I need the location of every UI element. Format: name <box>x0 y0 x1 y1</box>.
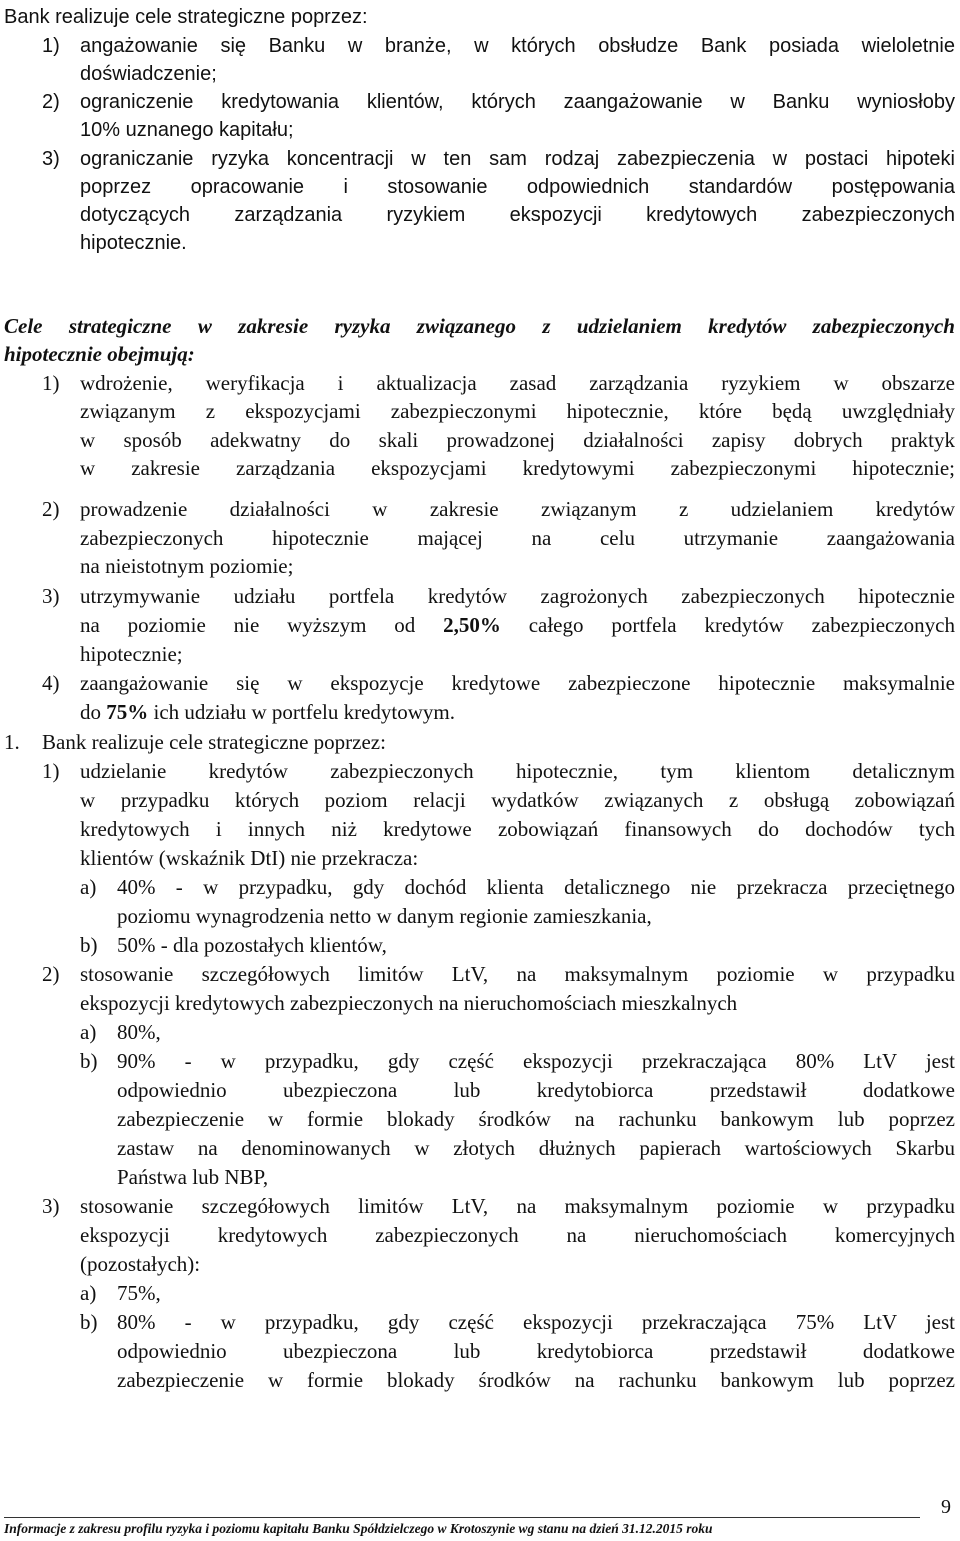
intro-item-3-line-2: poprzez opracowanie i stosowanie odpowiednich standardów postępowania <box>80 176 955 198</box>
section-1-item-2-sub-b-line-1: 90% - w przypadku, gdy część ekspozycji przekraczająca 80% LtV jest <box>117 1049 955 1073</box>
section-1-item-2-sub-b-num: b) <box>80 1049 98 1073</box>
goals-item-2-line-3: na nieistotnym poziomie; <box>80 554 294 578</box>
intro-item-1-line-1: angażowanie się Banku w branże, w których obsłudze Bank posiada wieloletnie <box>80 35 955 57</box>
section-1-item-3-sub-b-line-2: odpowiednio ubezpieczona lub kredytobiorca przedstawił dodatkowe <box>117 1339 955 1363</box>
goals-item-4-line-1: zaangażowanie się w ekspozycje kredytowe zabezpieczone hipotecznie maksymalnie <box>80 671 955 695</box>
section-1-item-3-sub-b-num: b) <box>80 1310 98 1334</box>
goals-item-3-line-2 <box>80 613 955 637</box>
section-1-item-3-num: 3) <box>42 1194 60 1218</box>
intro-item-3-line-1: ograniczanie ryzyka koncentracji w ten sam rodzaj zabezpieczenia w postaci hipoteki <box>80 148 955 170</box>
intro-item-3-line-4: hipotecznie. <box>80 232 187 254</box>
goals-item-4-line-2 <box>80 700 455 724</box>
goals-item-3-line-1: utrzymywanie udziału portfela kredytów zagrożonych zabezpieczonych hipotecznie <box>80 584 955 608</box>
section-1-item-2-line-2: ekspozycji kredytowych zabezpieczonych na nieruchomościach mieszkalnych <box>80 991 738 1015</box>
section-1-item-3-sub-a-line-1: 75%, <box>117 1281 161 1305</box>
section-1-heading: Bank realizuje cele strategiczne poprzez: <box>42 730 386 754</box>
intro-item-1-num: 1) <box>42 35 60 57</box>
section-1-item-1-line-3: kredytowych i innych niż kredytowe zobowiązań finansowych do dochodów tych <box>80 817 955 841</box>
goals-item-2-num: 2) <box>42 497 60 521</box>
goals-heading-line-2: hipotecznie obejmują: <box>4 342 195 366</box>
section-1-item-2-sub-b-line-4: zastaw na denominowanych w złotych dłużnych papierach wartościowych Skarbu <box>117 1136 955 1160</box>
section-1-item-1-sub-a-line-1: 40% - w przypadku, gdy dochód klienta detalicznego nie przekracza przeciętnego <box>117 875 955 899</box>
intro-item-3-line-3: dotyczących zarządzania ryzykiem ekspozycji kredytowych zabezpieczonych <box>80 204 955 226</box>
goals-item-1-line-4: w zakresie zarządzania ekspozycjami kredytowymi zabezpieczonymi hipotecznie; <box>80 456 955 480</box>
section-1-item-2-sub-a-num: a) <box>80 1020 97 1044</box>
section-1-item-2-line-1: stosowanie szczegółowych limitów LtV, na maksymalnym poziomie w przypadku <box>80 962 955 986</box>
section-1-item-1-sub-b-line-1: 50% - dla pozostałych klientów, <box>117 933 387 957</box>
section-1-item-3-line-1: stosowanie szczegółowych limitów LtV, na maksymalnym poziomie w przypadku <box>80 1194 955 1218</box>
footer-divider <box>4 1517 920 1518</box>
goals-item-1-line-3: w sposób adekwatny do skali prowadzonej działalności zapisy dobrych praktyk <box>80 428 955 452</box>
goals-item-1-num: 1) <box>42 371 60 395</box>
intro-item-2-num: 2) <box>42 91 60 113</box>
goals-item-1-line-1: wdrożenie, weryfikacja i aktualizacja zasad zarządzania ryzykiem w obszarze <box>80 371 955 395</box>
section-1-item-1-sub-a-num: a) <box>80 875 97 899</box>
goals-item-3-percentage: 2,50% <box>443 613 501 637</box>
goals-item-3-num: 3) <box>42 584 60 608</box>
intro-item-3-num: 3) <box>42 148 60 170</box>
goals-item-2-line-2: zabezpieczonych hipotecznie mającej na celu utrzymanie zaangażowania <box>80 526 955 550</box>
goals-item-2-line-1: prowadzenie działalności w zakresie związanym z udzielaniem kredytów <box>80 497 955 521</box>
section-1-item-2-sub-b-line-2: odpowiednio ubezpieczona lub kredytobiorca przedstawił dodatkowe <box>117 1078 955 1102</box>
section-1-item-1-sub-a-line-2: poziomu wynagrodzenia netto w danym regionie zamieszkania, <box>117 904 652 928</box>
section-1-item-3-sub-a-num: a) <box>80 1281 97 1305</box>
section-1-item-1-line-1: udzielanie kredytów zabezpieczonych hipotecznie, tym klientom detalicznym <box>80 759 955 783</box>
intro-item-2-line-2: 10% uznanego kapitału; <box>80 119 294 141</box>
intro-item-1-line-2: doświadczenie; <box>80 63 217 85</box>
goals-item-4-line-2-post: ich udziału w portfelu kredytowym. <box>148 700 456 724</box>
section-1-item-2-num: 2) <box>42 962 60 986</box>
goals-item-4-percentage: 75% <box>106 700 149 724</box>
page-number: 9 <box>941 1496 951 1518</box>
goals-item-3-line-2-pre: na poziomie nie wyższym od <box>80 613 444 637</box>
footer-text: Informacje z zakresu profilu ryzyka i poziomu kapitału Banku Spółdzielczego w Krotoszynie wg stanu na dzień 31.12.2015 roku <box>4 1521 713 1536</box>
section-1-num: 1. <box>4 730 20 754</box>
section-1-item-2-sub-a-line-1: 80%, <box>117 1020 161 1044</box>
section-1-item-3-line-2: ekspozycji kredytowych zabezpieczonych na nieruchomościach komercyjnych <box>80 1223 955 1247</box>
section-1-item-3-sub-b-line-1: 80% - w przypadku, gdy część ekspozycji przekraczająca 75% LtV jest <box>117 1310 955 1334</box>
goals-item-3-line-2-post: całego portfela kredytów zabezpieczonych <box>500 613 956 637</box>
section-1-item-1-sub-b-num: b) <box>80 933 98 957</box>
section-1-item-1-num: 1) <box>42 759 60 783</box>
goals-item-4-line-2-pre: do <box>80 700 107 724</box>
section-1-item-3-line-3: (pozostałych): <box>80 1252 201 1276</box>
section-1-item-2-sub-b-line-5: Państwa lub NBP, <box>117 1165 269 1189</box>
section-1-item-2-sub-b-line-3: zabezpieczenie w formie blokady środków na rachunku bankowym lub poprzez <box>117 1107 955 1131</box>
intro-item-2-line-1: ograniczenie kredytowania klientów, których zaangażowanie w Banku wyniosłoby <box>80 91 955 113</box>
section-1-item-3-sub-b-line-3: zabezpieczenie w formie blokady środków na rachunku bankowym lub poprzez <box>117 1368 955 1392</box>
goals-item-3-line-3: hipotecznie; <box>80 642 183 666</box>
goals-item-1-line-2: związanym z ekspozycjami zabezpieczonymi hipotecznie, które będą uwzględniały <box>80 399 955 423</box>
intro-heading: Bank realizuje cele strategiczne poprzez: <box>4 6 368 28</box>
goals-item-4-num: 4) <box>42 671 60 695</box>
section-1-item-1-line-4: klientów (wskaźnik DtI) nie przekracza: <box>80 846 419 870</box>
goals-heading-line-1: Cele strategiczne w zakresie ryzyka związanego z udzielaniem kredytów zabezpieczonych <box>4 314 955 338</box>
section-1-item-1-line-2: w przypadku których poziom relacji wydatków związanych z obsługą zobowiązań <box>80 788 955 812</box>
